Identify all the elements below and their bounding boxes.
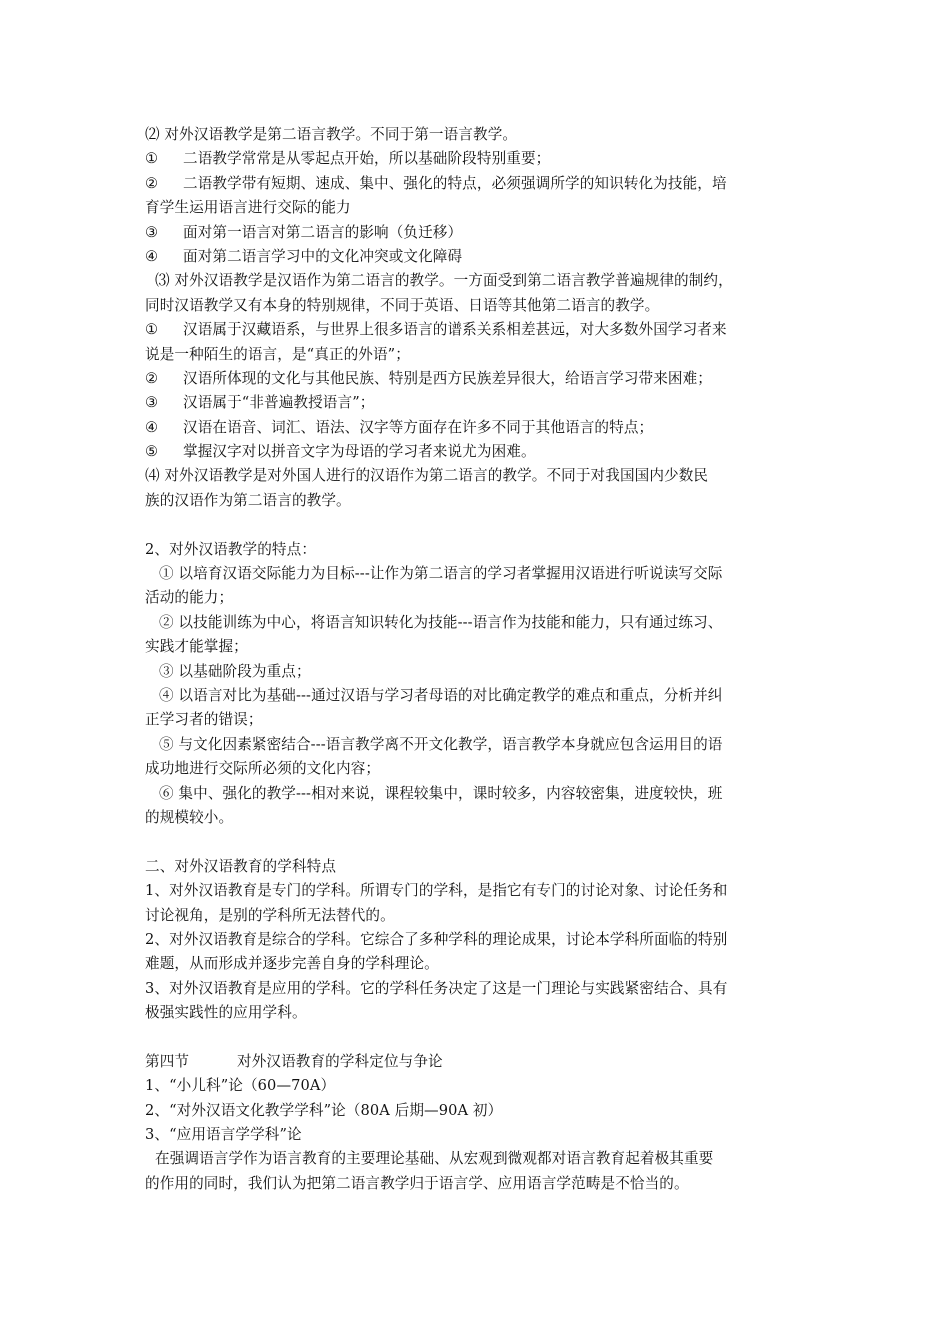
list-item: ② 二语教学带有短期、速成、集中、强化的特点，必须强调所学的知识转化为技能，培: [145, 174, 727, 192]
discipline-line: 1、对外汉语教育是专门的学科。所谓专门的学科，是指它有专门的讨论对象、讨论任务和: [145, 882, 728, 900]
section-4-heading: [145, 1050, 825, 1074]
point-2-heading: ⑵ 对外汉语教学是第二语言教学。不同于第一语言教学。: [145, 126, 518, 143]
list-item: ③ 汉语属于“非普遍教授语言”；: [145, 394, 375, 412]
feature-line: ③ 以基础阶段为重点；: [159, 662, 311, 680]
point-3-list: [145, 318, 825, 464]
discipline-line: 难题，从而形成并逐步完善自身的学科理论。: [145, 955, 439, 973]
feature-line: ⑤ 与文化因素紧密结合---语言教学离不开文化教学，语言教学本身就应包含运用目的语: [159, 735, 723, 753]
feature-line: 成功地进行交际所必须的文化内容；: [145, 760, 381, 778]
list-item: ② 汉语所体现的文化与其他民族、特别是西方民族差异很大，给语言学习带来困难；: [145, 369, 712, 387]
discipline-line: 2、对外汉语教育是综合的学科。它综合了多种学科的理论成果，讨论本学科所面临的特别: [145, 930, 728, 948]
section-4-paragraph: 在强调语言学作为语言教育的主要理论基础、从宏观到微观都对语言教育起着极其重要: [155, 1150, 714, 1168]
feature-line: 活动的能力；: [145, 589, 234, 607]
spacer: [145, 1025, 825, 1049]
list-item: ① 二语教学常常是从零起点开始，所以基础阶段特别重要；: [145, 150, 551, 168]
list-item-continuation: 说是一种陌生的语言，是“真正的外语”；: [145, 345, 410, 363]
point-3-heading-cont: 同时汉语教学又有本身的特别规律，不同于英语、日语等其他第二语言的教学。: [145, 296, 660, 314]
feature-line: 正学习者的错误；: [145, 711, 263, 729]
point-4-heading-cont: 族的汉语作为第二语言的教学。: [145, 491, 351, 509]
list-item: ⑤ 掌握汉字对以拼音文字为母语的学习者来说尤为困难。: [145, 443, 536, 461]
list-item: ④ 汉语在语音、词汇、语法、汉字等方面存在许多不同于其他语言的特点；: [145, 418, 654, 436]
discipline-title: 二、对外汉语教育的学科特点: [145, 857, 337, 875]
list-item: ① 汉语属于汉藏语系，与世界上很多语言的谱系关系相差甚远，对大多数外国学习者来: [145, 321, 727, 339]
spacer: [145, 830, 825, 854]
document-page: [145, 123, 825, 1196]
feature-line: ④ 以语言对比为基础---通过汉语与学习者母语的对比确定教学的难点和重点，分析并纠: [159, 686, 723, 704]
section-4-line: 2、“对外汉语文化教学学科”论（80A 后期—90A 初）: [145, 1101, 503, 1119]
list-item: ③ 面对第一语言对第二语言的影响（负迁移）: [145, 223, 463, 241]
section-label: 第四节: [145, 1052, 190, 1070]
feature-line: ⑥ 集中、强化的教学---相对来说，课程较集中，课时较多，内容较密集，进度较快，班: [159, 784, 723, 802]
point-4-heading: ⑷ 对外汉语教学是对外国人进行的汉语作为第二语言的教学。不同于对我国国内少数民: [145, 467, 709, 485]
discipline-line: 讨论视角，是别的学科所无法替代的。: [145, 906, 395, 924]
section-4-line: 1、“小儿科”论（60—70A）: [145, 1077, 336, 1095]
discipline-line: 3、对外汉语教育是应用的学科。它的学科任务决定了这是一门理论与实践紧密结合、具有: [145, 979, 728, 997]
feature-line: 实践才能掌握；: [145, 638, 248, 656]
section-4-line: 3、“应用语言学学科”论: [145, 1126, 302, 1144]
feature-line: 的规模较小。: [145, 808, 234, 826]
feature-line: ① 以培育汉语交际能力为目标---让作为第二语言的学习者掌握用汉语进行听说读写交际: [159, 565, 723, 583]
feature-line: ② 以技能训练为中心，将语言知识转化为技能---语言作为技能和能力，只有通过练习、: [159, 613, 723, 631]
list-item: ④ 面对第二语言学习中的文化冲突或文化障碍: [145, 247, 463, 265]
section-4-paragraph-cont: 的作用的同时，我们认为把第二语言教学归于语言学、应用语言学范畴是不恰当的。: [145, 1174, 689, 1192]
spacer: [145, 513, 825, 537]
list-item-continuation: 育学生运用语言进行交际的能力: [145, 199, 351, 217]
discipline-line: 极强实践性的应用学科。: [145, 1004, 307, 1022]
features-title: 2、对外汉语教学的特点：: [145, 540, 317, 558]
section-title: 对外汉语教育的学科定位与争论: [237, 1052, 443, 1070]
point-3-heading: ⑶ 对外汉语教学是汉语作为第二语言的教学。一方面受到第二语言教学普遍规律的制约，: [155, 272, 733, 290]
point-2-list: [145, 147, 825, 269]
